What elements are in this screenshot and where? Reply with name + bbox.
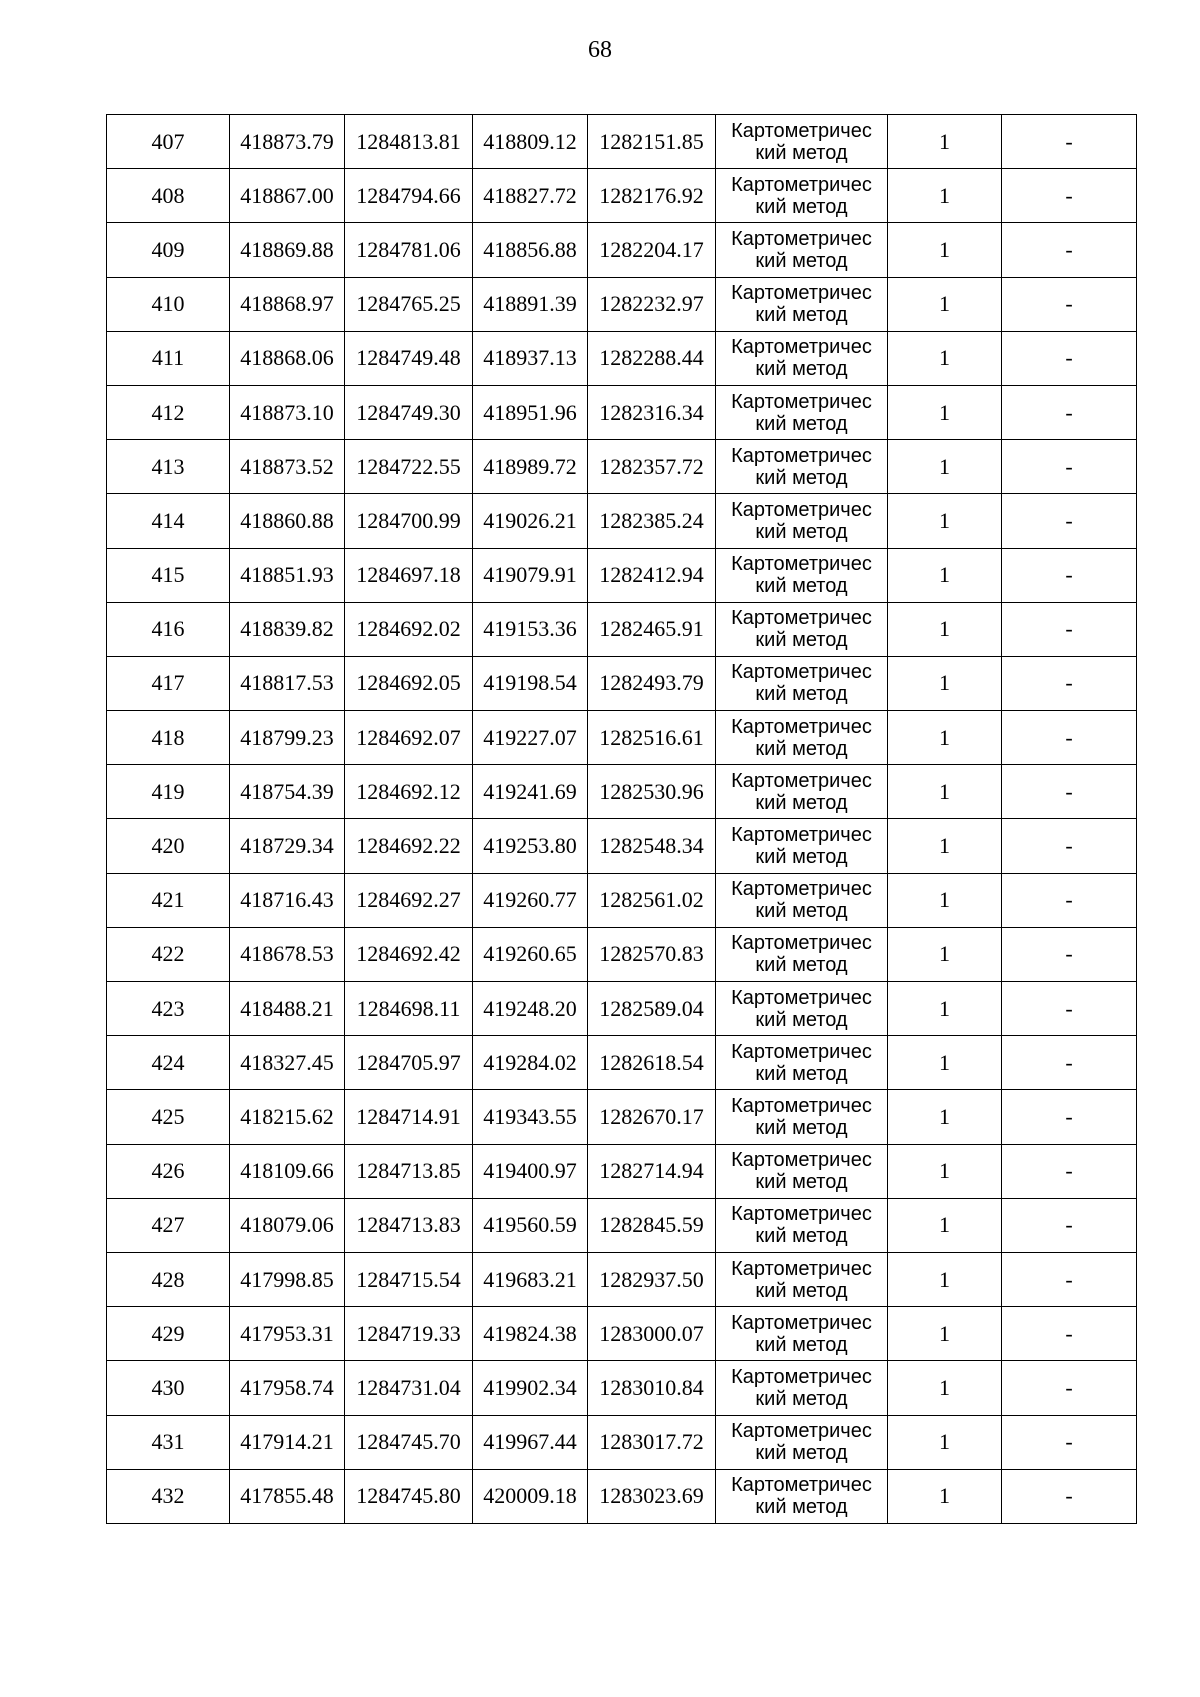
accuracy-cell: 1 [888, 1090, 1002, 1144]
x-coordinate-cell: 419198.54 [473, 656, 588, 710]
y-coordinate-cell: 1282385.24 [588, 494, 716, 548]
accuracy-cell: 1 [888, 1361, 1002, 1415]
x-coordinate-cell: 418873.79 [230, 115, 345, 169]
y-coordinate-cell: 1284745.70 [345, 1415, 473, 1469]
table-row [107, 1036, 1137, 1090]
x-coordinate-cell: 419260.77 [473, 873, 588, 927]
y-coordinate-cell: 1282714.94 [588, 1144, 716, 1198]
accuracy-cell: 1 [888, 385, 1002, 439]
point-number-cell: 416 [107, 602, 230, 656]
y-coordinate-cell: 1282493.79 [588, 656, 716, 710]
accuracy-cell: 1 [888, 1036, 1002, 1090]
y-coordinate-cell: 1282570.83 [588, 927, 716, 981]
y-coordinate-cell: 1282561.02 [588, 873, 716, 927]
method-cell: Картометричес кий метод [716, 169, 888, 223]
y-coordinate-cell: 1283000.07 [588, 1307, 716, 1361]
y-coordinate-cell: 1284794.66 [345, 169, 473, 223]
description-cell: - [1002, 1361, 1137, 1415]
method-cell: Картометричес кий метод [716, 223, 888, 277]
x-coordinate-cell: 419079.91 [473, 548, 588, 602]
point-number-cell: 429 [107, 1307, 230, 1361]
x-coordinate-cell: 418867.00 [230, 169, 345, 223]
table-row [107, 765, 1137, 819]
x-coordinate-cell: 418860.88 [230, 494, 345, 548]
page-number: 68 [588, 37, 612, 63]
x-coordinate-cell: 418839.82 [230, 602, 345, 656]
y-coordinate-cell: 1283010.84 [588, 1361, 716, 1415]
point-number-cell: 423 [107, 982, 230, 1036]
x-coordinate-cell: 419253.80 [473, 819, 588, 873]
y-coordinate-cell: 1284692.05 [345, 656, 473, 710]
description-cell: - [1002, 1307, 1137, 1361]
y-coordinate-cell: 1282670.17 [588, 1090, 716, 1144]
method-cell: Картометричес кий метод [716, 1307, 888, 1361]
x-coordinate-cell: 419824.38 [473, 1307, 588, 1361]
table-row [107, 548, 1137, 602]
x-coordinate-cell: 418079.06 [230, 1198, 345, 1252]
description-cell: - [1002, 223, 1137, 277]
table-row [107, 1469, 1137, 1523]
table-row [107, 223, 1137, 277]
y-coordinate-cell: 1284697.18 [345, 548, 473, 602]
accuracy-cell: 1 [888, 1307, 1002, 1361]
table-row [107, 1307, 1137, 1361]
x-coordinate-cell: 418851.93 [230, 548, 345, 602]
method-cell: Картометричес кий метод [716, 1361, 888, 1415]
x-coordinate-cell: 418937.13 [473, 331, 588, 385]
table-row [107, 1361, 1137, 1415]
point-number-cell: 421 [107, 873, 230, 927]
y-coordinate-cell: 1284698.11 [345, 982, 473, 1036]
y-coordinate-cell: 1282151.85 [588, 115, 716, 169]
description-cell: - [1002, 873, 1137, 927]
x-coordinate-cell: 419260.65 [473, 927, 588, 981]
x-coordinate-cell: 419560.59 [473, 1198, 588, 1252]
description-cell: - [1002, 1198, 1137, 1252]
y-coordinate-cell: 1284781.06 [345, 223, 473, 277]
accuracy-cell: 1 [888, 548, 1002, 602]
y-coordinate-cell: 1284700.99 [345, 494, 473, 548]
description-cell: - [1002, 1252, 1137, 1306]
y-coordinate-cell: 1284719.33 [345, 1307, 473, 1361]
point-number-cell: 414 [107, 494, 230, 548]
y-coordinate-cell: 1282176.92 [588, 169, 716, 223]
table-row [107, 927, 1137, 981]
x-coordinate-cell: 419902.34 [473, 1361, 588, 1415]
y-coordinate-cell: 1282618.54 [588, 1036, 716, 1090]
table-row [107, 1252, 1137, 1306]
description-cell: - [1002, 765, 1137, 819]
y-coordinate-cell: 1284749.30 [345, 385, 473, 439]
description-cell: - [1002, 331, 1137, 385]
accuracy-cell: 1 [888, 873, 1002, 927]
point-number-cell: 425 [107, 1090, 230, 1144]
x-coordinate-cell: 418716.43 [230, 873, 345, 927]
accuracy-cell: 1 [888, 169, 1002, 223]
y-coordinate-cell: 1283023.69 [588, 1469, 716, 1523]
x-coordinate-cell: 418809.12 [473, 115, 588, 169]
point-number-cell: 417 [107, 656, 230, 710]
point-number-cell: 420 [107, 819, 230, 873]
description-cell: - [1002, 494, 1137, 548]
accuracy-cell: 1 [888, 1198, 1002, 1252]
point-number-cell: 431 [107, 1415, 230, 1469]
x-coordinate-cell: 419248.20 [473, 982, 588, 1036]
y-coordinate-cell: 1282548.34 [588, 819, 716, 873]
x-coordinate-cell: 419343.55 [473, 1090, 588, 1144]
point-number-cell: 418 [107, 711, 230, 765]
method-cell: Картометричес кий метод [716, 819, 888, 873]
y-coordinate-cell: 1283017.72 [588, 1415, 716, 1469]
point-number-cell: 422 [107, 927, 230, 981]
y-coordinate-cell: 1284813.81 [345, 115, 473, 169]
point-number-cell: 419 [107, 765, 230, 819]
x-coordinate-cell: 419284.02 [473, 1036, 588, 1090]
x-coordinate-cell: 418868.97 [230, 277, 345, 331]
x-coordinate-cell: 418873.52 [230, 440, 345, 494]
table-row [107, 1198, 1137, 1252]
description-cell: - [1002, 1144, 1137, 1198]
description-cell: - [1002, 819, 1137, 873]
point-number-cell: 432 [107, 1469, 230, 1523]
y-coordinate-cell: 1284765.25 [345, 277, 473, 331]
y-coordinate-cell: 1282204.17 [588, 223, 716, 277]
table-row [107, 982, 1137, 1036]
x-coordinate-cell: 418873.10 [230, 385, 345, 439]
y-coordinate-cell: 1282845.59 [588, 1198, 716, 1252]
x-coordinate-cell: 418215.62 [230, 1090, 345, 1144]
table-row [107, 1090, 1137, 1144]
x-coordinate-cell: 417953.31 [230, 1307, 345, 1361]
description-cell: - [1002, 440, 1137, 494]
x-coordinate-cell: 418678.53 [230, 927, 345, 981]
y-coordinate-cell: 1284692.07 [345, 711, 473, 765]
accuracy-cell: 1 [888, 1469, 1002, 1523]
table-row [107, 819, 1137, 873]
y-coordinate-cell: 1282589.04 [588, 982, 716, 1036]
table-row [107, 1415, 1137, 1469]
x-coordinate-cell: 417914.21 [230, 1415, 345, 1469]
y-coordinate-cell: 1284722.55 [345, 440, 473, 494]
description-cell: - [1002, 1090, 1137, 1144]
y-coordinate-cell: 1284715.54 [345, 1252, 473, 1306]
method-cell: Картометричес кий метод [716, 1415, 888, 1469]
description-cell: - [1002, 656, 1137, 710]
point-number-cell: 426 [107, 1144, 230, 1198]
y-coordinate-cell: 1284713.85 [345, 1144, 473, 1198]
x-coordinate-cell: 420009.18 [473, 1469, 588, 1523]
point-number-cell: 411 [107, 331, 230, 385]
y-coordinate-cell: 1282288.44 [588, 331, 716, 385]
table-row [107, 1144, 1137, 1198]
description-cell: - [1002, 1415, 1137, 1469]
description-cell: - [1002, 277, 1137, 331]
y-coordinate-cell: 1282465.91 [588, 602, 716, 656]
y-coordinate-cell: 1282516.61 [588, 711, 716, 765]
x-coordinate-cell: 419153.36 [473, 602, 588, 656]
x-coordinate-cell: 417855.48 [230, 1469, 345, 1523]
method-cell: Картометричес кий метод [716, 982, 888, 1036]
method-cell: Картометричес кий метод [716, 656, 888, 710]
accuracy-cell: 1 [888, 1144, 1002, 1198]
x-coordinate-cell: 419967.44 [473, 1415, 588, 1469]
table-row [107, 494, 1137, 548]
description-cell: - [1002, 548, 1137, 602]
method-cell: Картометричес кий метод [716, 602, 888, 656]
point-number-cell: 412 [107, 385, 230, 439]
method-cell: Картометричес кий метод [716, 331, 888, 385]
accuracy-cell: 1 [888, 494, 1002, 548]
point-number-cell: 427 [107, 1198, 230, 1252]
y-coordinate-cell: 1282357.72 [588, 440, 716, 494]
y-coordinate-cell: 1282937.50 [588, 1252, 716, 1306]
description-cell: - [1002, 169, 1137, 223]
table-row [107, 656, 1137, 710]
y-coordinate-cell: 1284692.12 [345, 765, 473, 819]
method-cell: Картометричес кий метод [716, 765, 888, 819]
accuracy-cell: 1 [888, 982, 1002, 1036]
description-cell: - [1002, 1469, 1137, 1523]
y-coordinate-cell: 1282530.96 [588, 765, 716, 819]
method-cell: Картометричес кий метод [716, 1252, 888, 1306]
method-cell: Картометричес кий метод [716, 440, 888, 494]
description-cell: - [1002, 385, 1137, 439]
x-coordinate-cell: 419683.21 [473, 1252, 588, 1306]
method-cell: Картометричес кий метод [716, 873, 888, 927]
description-cell: - [1002, 927, 1137, 981]
x-coordinate-cell: 417958.74 [230, 1361, 345, 1415]
point-number-cell: 428 [107, 1252, 230, 1306]
accuracy-cell: 1 [888, 656, 1002, 710]
x-coordinate-cell: 418868.06 [230, 331, 345, 385]
table-row [107, 277, 1137, 331]
y-coordinate-cell: 1284692.42 [345, 927, 473, 981]
x-coordinate-cell: 418799.23 [230, 711, 345, 765]
method-cell: Картометричес кий метод [716, 548, 888, 602]
x-coordinate-cell: 418856.88 [473, 223, 588, 277]
point-number-cell: 424 [107, 1036, 230, 1090]
accuracy-cell: 1 [888, 927, 1002, 981]
x-coordinate-cell: 417998.85 [230, 1252, 345, 1306]
method-cell: Картометричес кий метод [716, 115, 888, 169]
table-body [107, 115, 1137, 1524]
method-cell: Картометричес кий метод [716, 1090, 888, 1144]
description-cell: - [1002, 115, 1137, 169]
accuracy-cell: 1 [888, 711, 1002, 765]
coordinates-table [106, 114, 1137, 1524]
description-cell: - [1002, 711, 1137, 765]
x-coordinate-cell: 419400.97 [473, 1144, 588, 1198]
table-row [107, 331, 1137, 385]
x-coordinate-cell: 418729.34 [230, 819, 345, 873]
method-cell: Картометричес кий метод [716, 1198, 888, 1252]
y-coordinate-cell: 1284731.04 [345, 1361, 473, 1415]
y-coordinate-cell: 1282316.34 [588, 385, 716, 439]
point-number-cell: 407 [107, 115, 230, 169]
table-row [107, 711, 1137, 765]
y-coordinate-cell: 1284692.02 [345, 602, 473, 656]
accuracy-cell: 1 [888, 115, 1002, 169]
x-coordinate-cell: 418817.53 [230, 656, 345, 710]
description-cell: - [1002, 982, 1137, 1036]
x-coordinate-cell: 419241.69 [473, 765, 588, 819]
table-row [107, 169, 1137, 223]
method-cell: Картометричес кий метод [716, 385, 888, 439]
y-coordinate-cell: 1282412.94 [588, 548, 716, 602]
y-coordinate-cell: 1282232.97 [588, 277, 716, 331]
y-coordinate-cell: 1284745.80 [345, 1469, 473, 1523]
y-coordinate-cell: 1284713.83 [345, 1198, 473, 1252]
y-coordinate-cell: 1284714.91 [345, 1090, 473, 1144]
method-cell: Картометричес кий метод [716, 1144, 888, 1198]
point-number-cell: 409 [107, 223, 230, 277]
point-number-cell: 413 [107, 440, 230, 494]
accuracy-cell: 1 [888, 277, 1002, 331]
x-coordinate-cell: 418327.45 [230, 1036, 345, 1090]
x-coordinate-cell: 419026.21 [473, 494, 588, 548]
accuracy-cell: 1 [888, 440, 1002, 494]
method-cell: Картометричес кий метод [716, 277, 888, 331]
y-coordinate-cell: 1284692.22 [345, 819, 473, 873]
accuracy-cell: 1 [888, 602, 1002, 656]
y-coordinate-cell: 1284749.48 [345, 331, 473, 385]
y-coordinate-cell: 1284705.97 [345, 1036, 473, 1090]
point-number-cell: 408 [107, 169, 230, 223]
point-number-cell: 410 [107, 277, 230, 331]
table-row [107, 440, 1137, 494]
accuracy-cell: 1 [888, 331, 1002, 385]
table-row [107, 873, 1137, 927]
x-coordinate-cell: 418109.66 [230, 1144, 345, 1198]
method-cell: Картометричес кий метод [716, 494, 888, 548]
accuracy-cell: 1 [888, 223, 1002, 277]
y-coordinate-cell: 1284692.27 [345, 873, 473, 927]
accuracy-cell: 1 [888, 819, 1002, 873]
method-cell: Картометричес кий метод [716, 1036, 888, 1090]
accuracy-cell: 1 [888, 765, 1002, 819]
description-cell: - [1002, 1036, 1137, 1090]
accuracy-cell: 1 [888, 1252, 1002, 1306]
description-cell: - [1002, 602, 1137, 656]
table-row [107, 115, 1137, 169]
point-number-cell: 415 [107, 548, 230, 602]
accuracy-cell: 1 [888, 1415, 1002, 1469]
method-cell: Картометричес кий метод [716, 927, 888, 981]
x-coordinate-cell: 418989.72 [473, 440, 588, 494]
x-coordinate-cell: 418488.21 [230, 982, 345, 1036]
table-row [107, 385, 1137, 439]
x-coordinate-cell: 418891.39 [473, 277, 588, 331]
method-cell: Картометричес кий метод [716, 1469, 888, 1523]
x-coordinate-cell: 418951.96 [473, 385, 588, 439]
x-coordinate-cell: 418754.39 [230, 765, 345, 819]
x-coordinate-cell: 419227.07 [473, 711, 588, 765]
method-cell: Картометричес кий метод [716, 711, 888, 765]
point-number-cell: 430 [107, 1361, 230, 1415]
x-coordinate-cell: 418827.72 [473, 169, 588, 223]
x-coordinate-cell: 418869.88 [230, 223, 345, 277]
table-row [107, 602, 1137, 656]
